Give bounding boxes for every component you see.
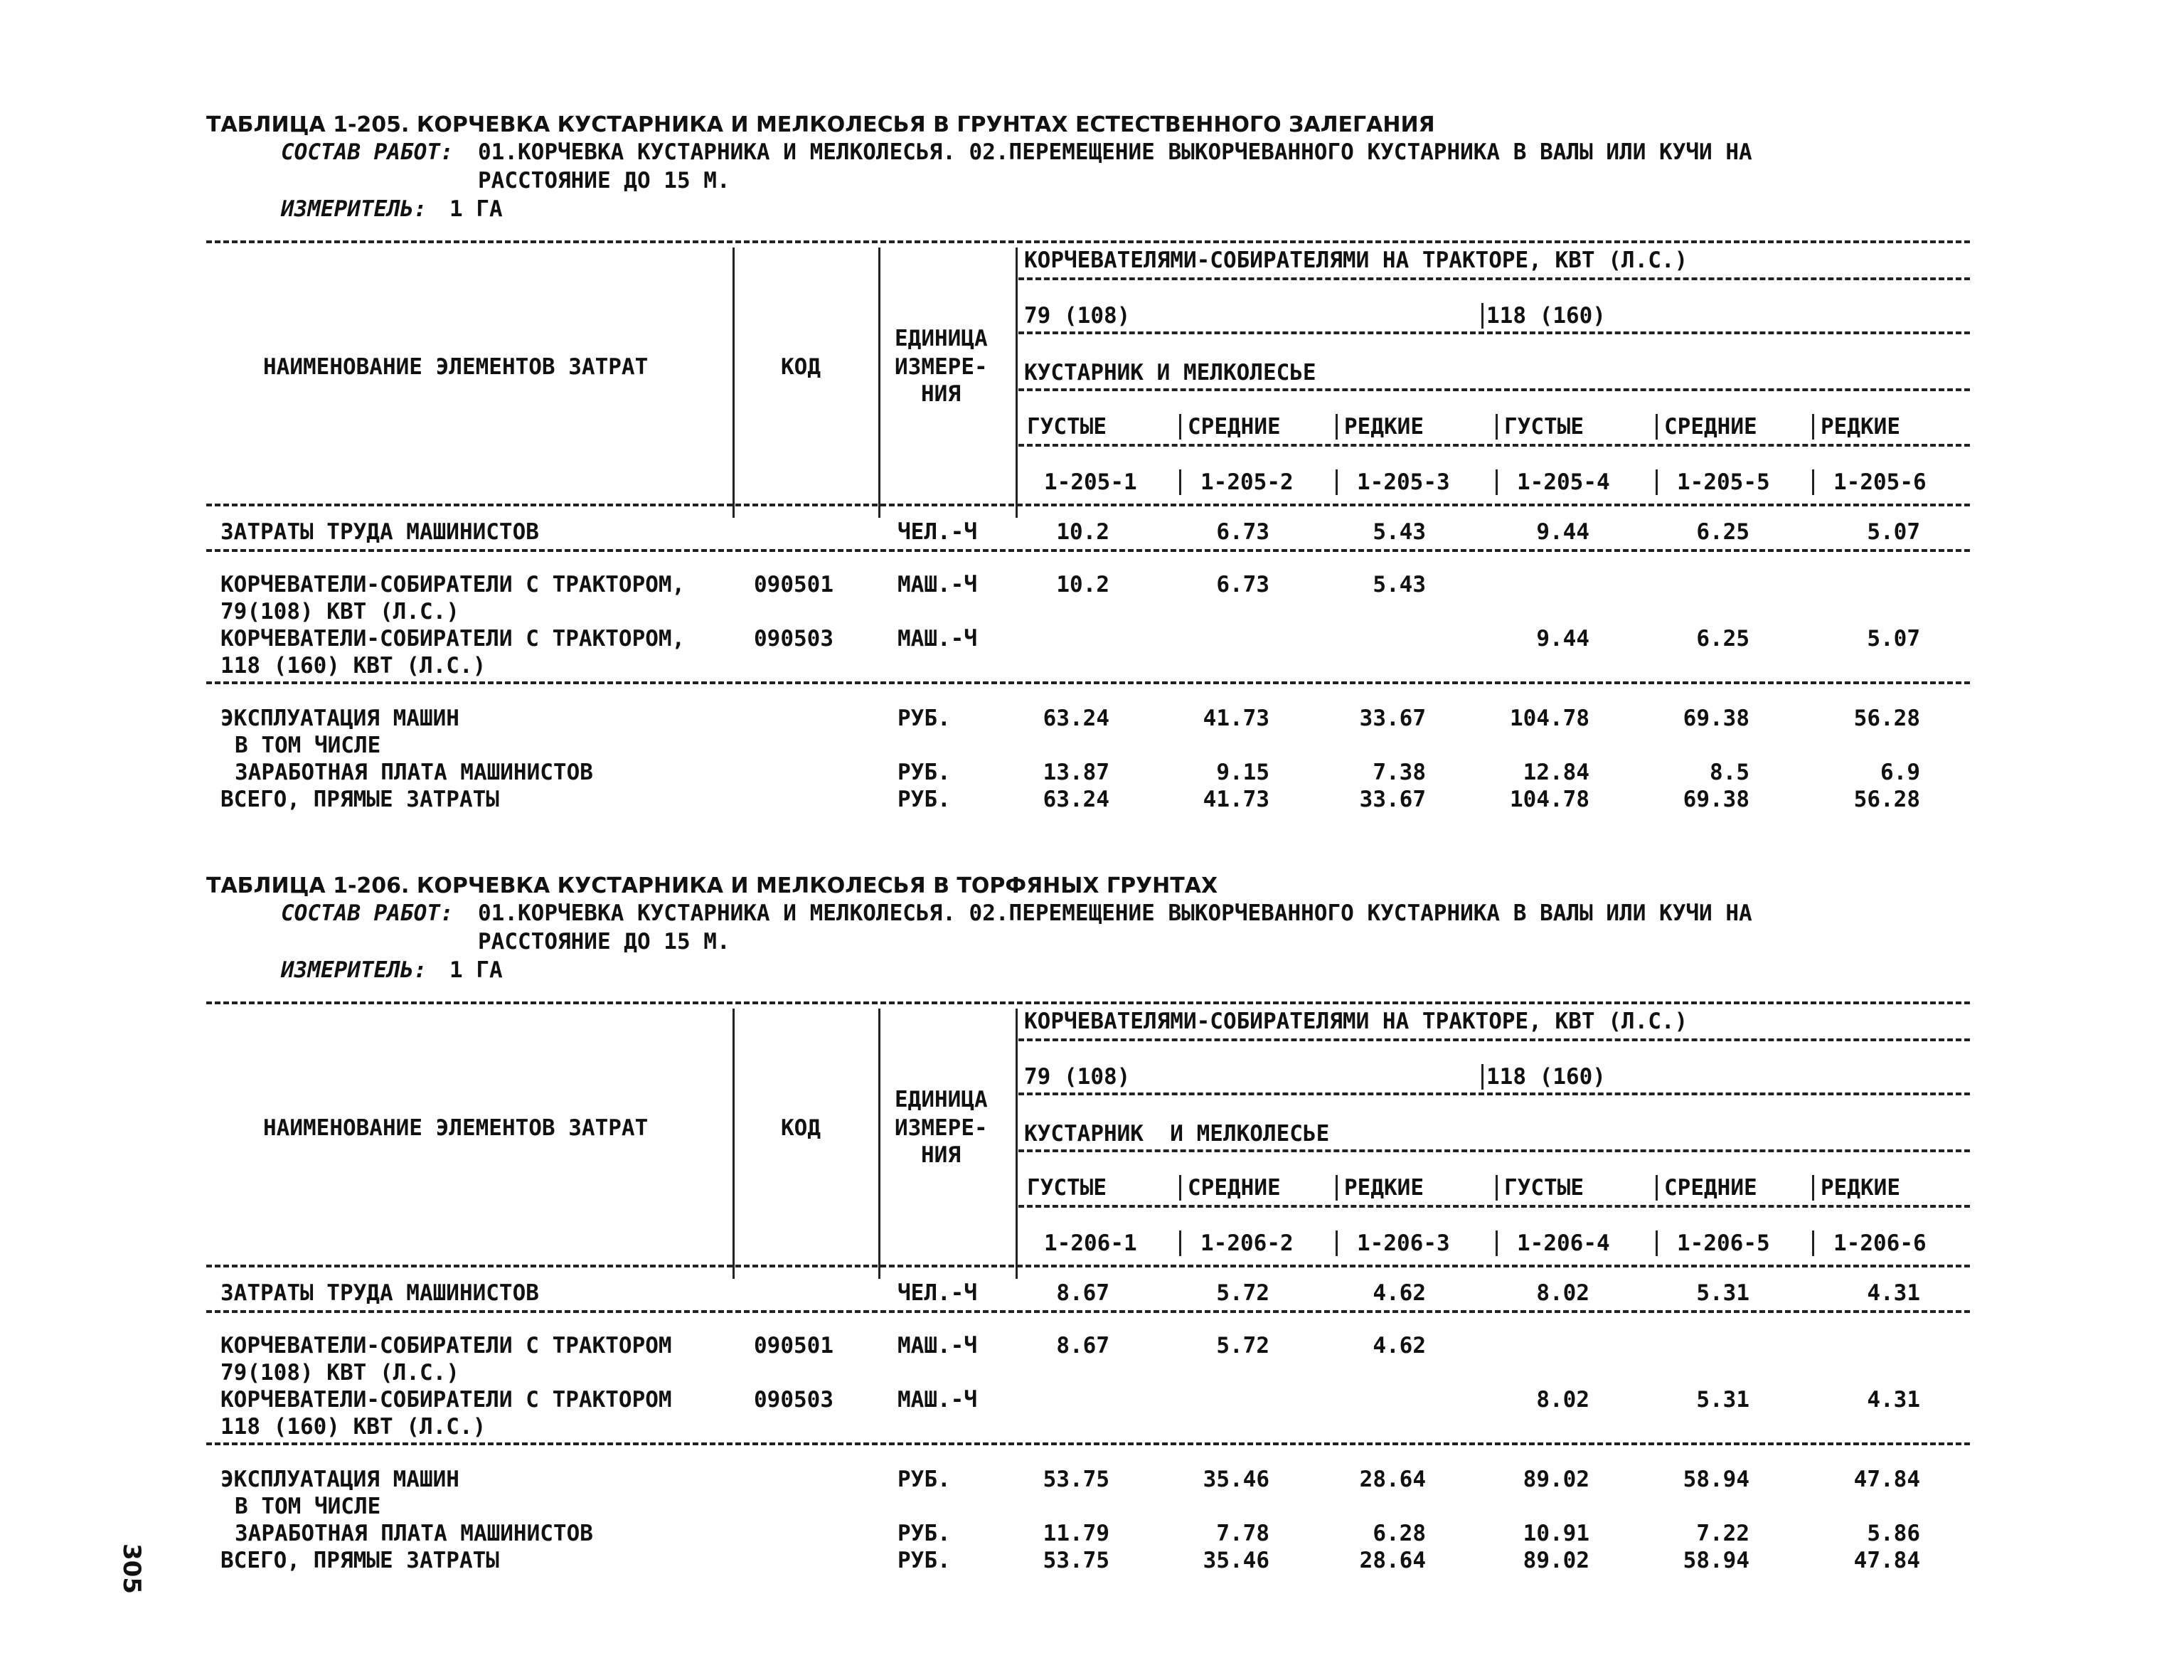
header-rule-4 [1018, 444, 1970, 447]
measure-value: 1 ГА [449, 196, 503, 222]
density-sep [1812, 1175, 1814, 1201]
header-unit-col-3: НИЯ [921, 1142, 961, 1168]
work-composition-label: СОСТАВ РАБОТ: [281, 900, 454, 926]
wage-value: 7.22 [1696, 1521, 1749, 1546]
density-5: СРЕДНИЕ [1664, 414, 1757, 440]
machine-2-name-2: 118 (160) КВТ (Л.С.) [220, 653, 486, 679]
header-rule-3 [1018, 388, 1970, 391]
total-value: 58.94 [1683, 1548, 1749, 1573]
density-4: ГУСТЫЕ [1504, 414, 1584, 440]
machine-1-code: 090501 [754, 1333, 833, 1359]
work-composition-line-1: 01.КОРЧЕВКА КУСТАРНИКА И МЕЛКОЛЕСЬЯ. 02.ПЕРЕМЕЩЕНИЕ ВЫКОРЧЕВАННОГО КУСТАРНИКА В ВАЛЫ ИЛИ КУЧИ НА [478, 900, 1752, 926]
machine-2-unit: МАШ.-Ч [897, 1387, 977, 1413]
table-title: ТАБЛИЦА 1-206. КОРЧЕВКА КУСТАРНИКА И МЕЛКОЛЕСЬЯ В ТОРФЯНЫХ ГРУНТАХ [206, 873, 1218, 898]
header-unit-col-1: ЕДИНИЦА [895, 326, 988, 351]
labor-value: 5.31 [1696, 1280, 1749, 1306]
labor-value: 5.43 [1373, 519, 1426, 545]
code-sep [1656, 469, 1658, 495]
wage-value: 7.38 [1373, 760, 1426, 785]
machine-2-name: КОРЧЕВАТЕЛИ-СОБИРАТЕЛИ С ТРАКТОРОМ [220, 1387, 672, 1413]
total-value: 104.78 [1510, 787, 1589, 812]
density-2: СРЕДНИЕ [1188, 414, 1281, 440]
total-value: 63.24 [1043, 787, 1109, 812]
total-value: 35.46 [1203, 1548, 1269, 1573]
code-sep [1179, 469, 1181, 495]
wage-value: 8.5 [1710, 760, 1749, 785]
measure-label: ИЗМЕРИТЕЛЬ: [281, 957, 427, 983]
total-name: ВСЕГО, ПРЯМЫЕ ЗАТРАТЫ [220, 787, 499, 812]
resource-code-1: 1-205-1 [1044, 469, 1137, 495]
machine-1-value: 8.67 [1056, 1333, 1109, 1359]
header-rule-1 [1018, 277, 1970, 280]
density-6: РЕДКИЕ [1821, 414, 1900, 440]
density-1: ГУСТЫЕ [1027, 1175, 1107, 1201]
density-sep [1336, 414, 1338, 440]
machine-1-value: 6.73 [1216, 572, 1269, 597]
code-sep [1812, 469, 1814, 495]
work-composition-line-2: РАССТОЯНИЕ ДО 15 М. [478, 929, 730, 955]
labor-value: 5.72 [1216, 1280, 1269, 1306]
code-sep [1179, 1230, 1181, 1256]
including-label: В ТОМ ЧИСЛЕ [235, 733, 381, 758]
exploitation-value: 63.24 [1043, 706, 1109, 731]
header-unit-col-3: НИЯ [921, 381, 961, 407]
labor-name: ЗАТРАТЫ ТРУДА МАШИНИСТОВ [220, 1280, 539, 1306]
density-sep [1656, 414, 1658, 440]
machine-2-name: КОРЧЕВАТЕЛИ-СОБИРАТЕЛИ С ТРАКТОРОМ, [220, 626, 686, 652]
labor-value: 6.73 [1216, 519, 1269, 545]
col-sep-code [878, 1009, 880, 1279]
exploitation-value: 33.67 [1359, 706, 1426, 731]
exploitation-value: 28.64 [1359, 1467, 1426, 1492]
header-bottom-rule [206, 1265, 1970, 1267]
density-sep [1656, 1175, 1658, 1201]
wage-name: ЗАРАБОТНАЯ ПЛАТА МАШИНИСТОВ [235, 1521, 593, 1546]
code-sep [1496, 1230, 1498, 1256]
code-sep [1656, 1230, 1658, 1256]
density-sep [1496, 414, 1498, 440]
wage-value: 13.87 [1043, 760, 1109, 785]
exploitation-value: 56.28 [1853, 706, 1920, 731]
machine-1-value: 5.72 [1216, 1333, 1269, 1359]
labor-unit: ЧЕЛ.-Ч [897, 519, 977, 545]
exploitation-value: 89.02 [1523, 1467, 1589, 1492]
machine-1-value: 4.62 [1373, 1333, 1426, 1359]
header-bottom-rule [206, 504, 1970, 506]
total-value: 47.84 [1853, 1548, 1920, 1573]
table-title: ТАБЛИЦА 1-205. КОРЧЕВКА КУСТАРНИКА И МЕЛКОЛЕСЬЯ В ГРУНТАХ ЕСТЕСТВЕННОГО ЗАЛЕГАНИЯ [206, 112, 1435, 137]
exploitation-value: 104.78 [1510, 706, 1589, 731]
machine-2-name-2: 118 (160) КВТ (Л.С.) [220, 1414, 486, 1440]
power-sep [1481, 1064, 1483, 1090]
resource-code-4: 1-205-4 [1517, 469, 1610, 495]
labor-value: 9.44 [1536, 519, 1589, 545]
code-sep [1336, 469, 1338, 495]
machine-1-code: 090501 [754, 572, 833, 597]
total-value: 89.02 [1523, 1548, 1589, 1573]
total-value: 33.67 [1359, 787, 1426, 812]
measure-value: 1 ГА [449, 957, 503, 983]
density-sep [1336, 1175, 1338, 1201]
header-power-1: 79 (108) [1024, 1064, 1131, 1090]
labor-value: 8.67 [1056, 1280, 1109, 1306]
header-name-col: НАИМЕНОВАНИЕ ЭЛЕМЕНТОВ ЗАТРАТ [263, 1115, 649, 1141]
wage-value: 9.15 [1216, 760, 1269, 785]
header-group: КОРЧЕВАТЕЛЯМИ-СОБИРАТЕЛЯМИ НА ТРАКТОРЕ, КВТ (Л.С.) [1024, 248, 1688, 273]
total-value: 41.73 [1203, 787, 1269, 812]
total-unit: РУБ. [897, 1548, 951, 1573]
machine-2-value: 5.07 [1867, 626, 1920, 652]
exploitation-name: ЭКСПЛУАТАЦИЯ МАШИН [220, 706, 459, 731]
labor-unit: ЧЕЛ.-Ч [897, 1280, 977, 1306]
machines-rule [206, 1442, 1970, 1445]
labor-value: 4.31 [1867, 1280, 1920, 1306]
work-composition-line-2: РАССТОЯНИЕ ДО 15 М. [478, 168, 730, 193]
wage-value: 6.9 [1880, 760, 1920, 785]
density-2: СРЕДНИЕ [1188, 1175, 1281, 1201]
machine-1-name: КОРЧЕВАТЕЛИ-СОБИРАТЕЛИ С ТРАКТОРОМ [220, 1333, 672, 1359]
resource-code-6: 1-205-6 [1833, 469, 1927, 495]
exploitation-value: 69.38 [1683, 706, 1749, 731]
header-code-col: КОД [781, 1115, 821, 1141]
density-sep [1496, 1175, 1498, 1201]
measure-label: ИЗМЕРИТЕЛЬ: [281, 196, 427, 222]
density-sep [1179, 414, 1181, 440]
header-rule-2 [1018, 331, 1970, 334]
header-power-1: 79 (108) [1024, 303, 1131, 329]
wage-unit: РУБ. [897, 1521, 951, 1546]
machine-1-value: 10.2 [1056, 572, 1109, 597]
machine-2-value: 4.31 [1867, 1387, 1920, 1413]
labor-value: 5.07 [1867, 519, 1920, 545]
exploitation-name: ЭКСПЛУАТАЦИЯ МАШИН [220, 1467, 459, 1492]
header-code-col: КОД [781, 354, 821, 380]
header-top-rule [206, 240, 1970, 243]
header-rule-3 [1018, 1149, 1970, 1152]
machine-2-code: 090503 [754, 626, 833, 652]
work-composition-label: СОСТАВ РАБОТ: [281, 139, 454, 165]
resource-code-3: 1-206-3 [1357, 1230, 1450, 1256]
header-subgroup: КУСТАРНИК И МЕЛКОЛЕСЬЕ [1024, 1121, 1330, 1147]
wage-value: 10.91 [1523, 1521, 1589, 1546]
exploitation-value: 58.94 [1683, 1467, 1749, 1492]
machine-2-value: 6.25 [1696, 626, 1749, 652]
total-name: ВСЕГО, ПРЯМЫЕ ЗАТРАТЫ [220, 1548, 499, 1573]
labor-name: ЗАТРАТЫ ТРУДА МАШИНИСТОВ [220, 519, 539, 545]
machine-2-code: 090503 [754, 1387, 833, 1413]
machine-1-name-2: 79(108) КВТ (Л.С.) [220, 1360, 459, 1386]
machine-2-unit: МАШ.-Ч [897, 626, 977, 652]
col-sep-unit [1016, 1009, 1018, 1279]
exploitation-value: 53.75 [1043, 1467, 1109, 1492]
total-value: 28.64 [1359, 1548, 1426, 1573]
machines-rule [206, 681, 1970, 684]
resource-code-5: 1-205-5 [1677, 469, 1770, 495]
exploitation-unit: РУБ. [897, 1467, 951, 1492]
density-4: ГУСТЫЕ [1504, 1175, 1584, 1201]
labor-value: 8.02 [1536, 1280, 1589, 1306]
code-sep [1812, 1230, 1814, 1256]
wage-unit: РУБ. [897, 760, 951, 785]
header-rule-4 [1018, 1205, 1970, 1208]
density-5: СРЕДНИЕ [1664, 1175, 1757, 1201]
col-sep-name [733, 1009, 735, 1279]
header-unit-col-2: ИЗМЕРЕ- [895, 1115, 988, 1141]
resource-code-4: 1-206-4 [1517, 1230, 1610, 1256]
header-power-2: 118 (160) [1486, 303, 1606, 329]
machine-1-unit: МАШ.-Ч [897, 572, 977, 597]
total-unit: РУБ. [897, 787, 951, 812]
total-value: 69.38 [1683, 787, 1749, 812]
header-unit-col-1: ЕДИНИЦА [895, 1087, 988, 1112]
wage-value: 6.28 [1373, 1521, 1426, 1546]
labor-rule [206, 1310, 1970, 1313]
density-3: РЕДКИЕ [1344, 414, 1424, 440]
machine-2-value: 9.44 [1536, 626, 1589, 652]
header-power-2: 118 (160) [1486, 1064, 1606, 1090]
wage-name: ЗАРАБОТНАЯ ПЛАТА МАШИНИСТОВ [235, 760, 593, 785]
total-value: 53.75 [1043, 1548, 1109, 1573]
density-sep [1179, 1175, 1181, 1201]
header-top-rule [206, 1001, 1970, 1004]
wage-value: 11.79 [1043, 1521, 1109, 1546]
power-sep [1481, 303, 1483, 329]
resource-code-1: 1-206-1 [1044, 1230, 1137, 1256]
col-sep-unit [1016, 248, 1018, 518]
density-sep [1812, 414, 1814, 440]
resource-code-6: 1-206-6 [1833, 1230, 1927, 1256]
page-number: 305 [117, 1543, 146, 1594]
labor-value: 6.25 [1696, 519, 1749, 545]
resource-code-2: 1-205-2 [1200, 469, 1294, 495]
machine-2-value: 5.31 [1696, 1387, 1749, 1413]
wage-value: 12.84 [1523, 760, 1589, 785]
resource-code-5: 1-206-5 [1677, 1230, 1770, 1256]
code-sep [1336, 1230, 1338, 1256]
header-subgroup: КУСТАРНИК И МЕЛКОЛЕСЬЕ [1024, 360, 1316, 386]
machine-2-value: 8.02 [1536, 1387, 1589, 1413]
exploitation-value: 35.46 [1203, 1467, 1269, 1492]
col-sep-name [733, 248, 735, 518]
header-rule-2 [1018, 1092, 1970, 1095]
machine-1-value: 5.43 [1373, 572, 1426, 597]
machine-1-name: КОРЧЕВАТЕЛИ-СОБИРАТЕЛИ С ТРАКТОРОМ, [220, 572, 686, 597]
header-group: КОРЧЕВАТЕЛЯМИ-СОБИРАТЕЛЯМИ НА ТРАКТОРЕ, КВТ (Л.С.) [1024, 1009, 1688, 1034]
labor-value: 4.62 [1373, 1280, 1426, 1306]
header-name-col: НАИМЕНОВАНИЕ ЭЛЕМЕНТОВ ЗАТРАТ [263, 354, 649, 380]
exploitation-value: 41.73 [1203, 706, 1269, 731]
density-1: ГУСТЫЕ [1027, 414, 1107, 440]
col-sep-code [878, 248, 880, 518]
labor-value: 10.2 [1056, 519, 1109, 545]
exploitation-value: 47.84 [1853, 1467, 1920, 1492]
machine-1-unit: МАШ.-Ч [897, 1333, 977, 1359]
resource-code-2: 1-206-2 [1200, 1230, 1294, 1256]
header-rule-1 [1018, 1038, 1970, 1041]
density-3: РЕДКИЕ [1344, 1175, 1424, 1201]
including-label: В ТОМ ЧИСЛЕ [235, 1494, 381, 1519]
density-6: РЕДКИЕ [1821, 1175, 1900, 1201]
total-value: 56.28 [1853, 787, 1920, 812]
work-composition-line-1: 01.КОРЧЕВКА КУСТАРНИКА И МЕЛКОЛЕСЬЯ. 02.ПЕРЕМЕЩЕНИЕ ВЫКОРЧЕВАННОГО КУСТАРНИКА В ВАЛЫ ИЛИ КУЧИ НА [478, 139, 1752, 165]
header-unit-col-2: ИЗМЕРЕ- [895, 354, 988, 380]
labor-rule [206, 549, 1970, 552]
exploitation-unit: РУБ. [897, 706, 951, 731]
code-sep [1496, 469, 1498, 495]
wage-value: 5.86 [1867, 1521, 1920, 1546]
machine-1-name-2: 79(108) КВТ (Л.С.) [220, 599, 459, 624]
wage-value: 7.78 [1216, 1521, 1269, 1546]
resource-code-3: 1-205-3 [1357, 469, 1450, 495]
